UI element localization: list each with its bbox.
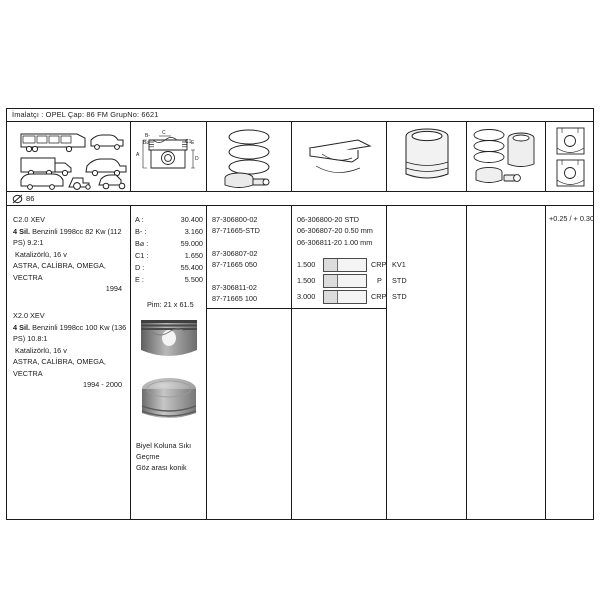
dim-val-2: 59.000	[180, 239, 203, 248]
ring-grade: STD	[392, 292, 407, 301]
app1-code: C2.0 XEV	[13, 215, 46, 224]
dim-key-2: B⌀ :	[135, 239, 149, 248]
svg-text:B⌀: B⌀	[143, 140, 150, 146]
diameter-icon	[12, 194, 23, 204]
application-block-2	[13, 310, 129, 380]
tolerance-column	[546, 206, 595, 520]
app1-models: ASTRA, CALİBRA, OMEGA,	[13, 261, 106, 271]
dim-key-1: B- :	[135, 227, 147, 236]
svg-text:E: E	[191, 140, 195, 146]
part-number-group-3	[212, 282, 257, 305]
liner-code: 06-306800-20 STD	[297, 215, 360, 224]
dim-val-1: 3.160	[184, 227, 203, 236]
ring-size: 1.500	[297, 276, 316, 285]
svg-text:C1: C1	[185, 139, 192, 145]
catalog-table	[6, 108, 594, 520]
dim-val-4: 55.400	[180, 263, 203, 272]
ring-size: 3.000	[297, 292, 316, 301]
assembly-note-line3: Göz arası konik	[136, 462, 187, 472]
ring-size: 1.500	[297, 260, 316, 269]
ring-spec-row	[297, 290, 407, 303]
app2-models: ASTRA, CALİBRA, OMEGA,	[13, 357, 106, 367]
manufacturer-text: İmalatçı : OPEL Çap: 86 FM GrupNo: 6621	[12, 110, 159, 119]
svg-text:D: D	[195, 156, 199, 162]
app2-code: X2.0 XEV	[13, 311, 45, 320]
liner-code: 06-306811-20 1.00 mm	[297, 237, 373, 247]
vehicle-types-icon	[7, 122, 131, 191]
svg-text:C: C	[162, 130, 166, 136]
part-number: 87-306811-02	[212, 283, 257, 292]
ring-type: P	[377, 276, 382, 285]
dim-key-5: E :	[135, 275, 144, 284]
app1-catalyst: Katalizörlü, 16 v	[15, 249, 67, 259]
application-block-1	[13, 214, 129, 284]
piston-rings-icon	[207, 122, 292, 191]
assembly-note-line2: Geçme	[136, 451, 160, 461]
tolerance-value: +0.25 / + 0.30	[549, 214, 595, 223]
app2-cylinders: 4 Sil.	[13, 322, 31, 332]
diameter-value: 86	[26, 194, 35, 203]
cylinder-liner-icon	[387, 122, 467, 191]
ring-grade: STD	[392, 276, 407, 285]
liner-code-list	[297, 214, 373, 248]
ring-profile-icon	[323, 258, 367, 272]
piston-photo-section	[140, 318, 198, 364]
ring-compressor-tool-icon	[292, 122, 387, 191]
column-divider	[207, 308, 291, 309]
app2-catalyst: Katalizörlü, 16 v	[15, 345, 67, 355]
dimension-list	[135, 214, 203, 292]
svg-text:A: A	[136, 152, 140, 158]
app1-cylinders: 4 Sil.	[13, 226, 31, 236]
piston-kit-icon	[467, 122, 546, 191]
part-number: 87-306800-02	[212, 215, 258, 224]
dim-key-0: A :	[135, 215, 144, 224]
part-number: 87-306807-02	[212, 249, 258, 258]
dimensions-column	[131, 206, 207, 520]
part-number: 87-71665 050	[212, 260, 258, 270]
dim-key-3: C1 :	[135, 251, 149, 260]
ring-profile-icon	[323, 274, 367, 288]
dim-key-4: D :	[135, 263, 145, 272]
liner-image-column	[387, 206, 467, 520]
part-number-group-1	[212, 214, 260, 237]
ring-grade: KV1	[392, 260, 406, 269]
column-divider	[292, 308, 386, 309]
dim-val-3: 1.650	[184, 251, 203, 260]
part-numbers-column	[207, 206, 292, 520]
manufacturer-bar	[7, 109, 593, 122]
part-number: 87-71665-STD	[212, 226, 260, 236]
kit-image-column	[467, 206, 546, 520]
app1-models2: VECTRA	[13, 272, 43, 282]
pin-dimension: Pim: 21 x 61.5	[147, 300, 194, 309]
assembly-note	[136, 441, 206, 473]
piston-section-icon	[546, 122, 595, 191]
liner-code: 06-306807-20 0.50 mm	[297, 226, 373, 236]
ring-profile-icon	[323, 290, 367, 304]
ring-type: CRP	[371, 292, 387, 301]
app1-engine: Benzinli 1998cc 82 Kw (112 PS) 9.2:1	[13, 226, 122, 248]
dim-val-5: 5.500	[184, 275, 203, 284]
ring-type: CRP	[371, 260, 387, 269]
app2-engine: Benzinli 1998cc 100 Kw (136 PS) 10.8:1	[13, 322, 127, 344]
piston-photo-crown	[140, 376, 198, 426]
assembly-note-line1: Biyel Koluna Sıkı	[136, 441, 192, 450]
icon-header-row	[7, 122, 593, 192]
diameter-band	[7, 192, 593, 206]
dim-val-0: 30.400	[180, 215, 203, 224]
piston-dimension-diagram-icon	[131, 122, 207, 191]
app2-years: 1994 - 2000	[83, 380, 122, 389]
app1-years: 1994	[105, 284, 122, 293]
ring-spec-row	[297, 258, 406, 271]
part-number: 87-71665 100	[212, 294, 258, 304]
table-body	[7, 206, 593, 520]
applications-column	[7, 206, 131, 520]
liner-ring-column	[292, 206, 407, 520]
app2-models2: VECTRA	[13, 368, 43, 378]
svg-text:B-: B-	[145, 133, 150, 139]
part-number-group-2	[212, 248, 257, 271]
ring-spec-row	[297, 274, 407, 287]
